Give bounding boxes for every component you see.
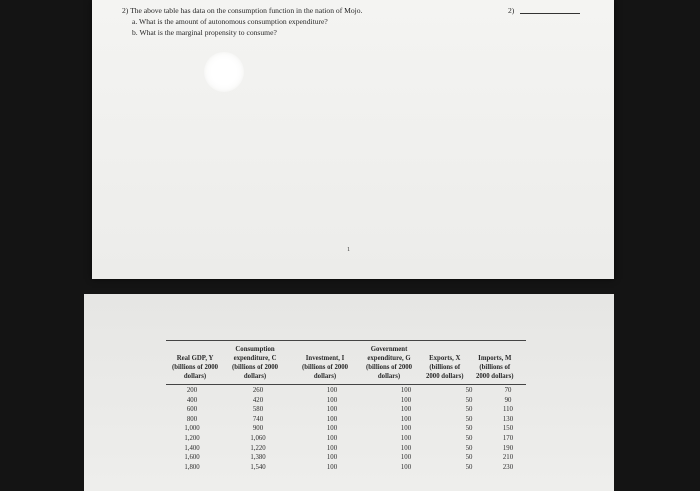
cell-government: 100 xyxy=(400,396,412,404)
table-top-rule xyxy=(166,340,526,341)
cell-imports: 150 xyxy=(502,425,514,433)
header-real-gdp: Real GDP, Y (billions of 2000 dollars) xyxy=(172,355,219,380)
answer-label: 2) xyxy=(508,6,515,15)
table-row xyxy=(166,397,526,407)
question-page xyxy=(92,0,614,279)
cell-imports: 230 xyxy=(502,463,514,471)
table-header-rule xyxy=(166,384,526,385)
cell-real-gdp: 600 xyxy=(186,406,198,414)
cell-real-gdp: 1,200 xyxy=(184,434,200,442)
table-row xyxy=(166,435,526,445)
cell-real-gdp: 400 xyxy=(186,396,198,404)
cell-real-gdp: 200 xyxy=(186,387,198,394)
page-number: 1 xyxy=(347,246,351,253)
cell-imports: 190 xyxy=(502,444,514,452)
question-part-b: b. What is the marginal propensity to consume? xyxy=(132,28,277,37)
question-part-a: a. What is the amount of autonomous consumption expenditure? xyxy=(132,17,328,26)
header-government: Government expenditure, G (billions of 2000 dollars) xyxy=(366,346,413,380)
cell-consumption: 260 xyxy=(252,387,264,394)
table-page xyxy=(84,294,614,491)
cell-investment: 100 xyxy=(326,425,338,433)
cell-investment: 100 xyxy=(326,463,338,471)
header-imports: Imports, M (billions of 2000 dollars) xyxy=(476,355,514,380)
header-investment: Investment, I (billions of 2000 dollars) xyxy=(302,355,349,380)
header-exports: Exports, X (billions of 2000 dollars) xyxy=(426,355,464,380)
cell-consumption: 420 xyxy=(252,396,264,404)
cell-consumption: 1,060 xyxy=(250,434,266,442)
cell-imports: 90 xyxy=(504,396,512,404)
cell-exports: 50 xyxy=(465,387,473,394)
cell-exports: 50 xyxy=(465,396,473,404)
table-row xyxy=(166,406,526,416)
cell-government: 100 xyxy=(400,434,412,442)
table-row xyxy=(166,387,526,397)
data-table xyxy=(166,387,526,473)
answer-blank[interactable] xyxy=(520,13,580,14)
cell-exports: 50 xyxy=(465,434,473,442)
cell-investment: 100 xyxy=(326,415,338,423)
cell-imports: 170 xyxy=(502,434,514,442)
cell-investment: 100 xyxy=(326,444,338,452)
cell-government: 100 xyxy=(400,454,412,462)
cell-exports: 50 xyxy=(465,425,473,433)
cell-imports: 130 xyxy=(502,415,514,423)
cell-imports: 110 xyxy=(503,406,513,414)
cell-consumption: 740 xyxy=(252,415,264,423)
cell-real-gdp: 1,400 xyxy=(184,444,200,452)
cell-real-gdp: 800 xyxy=(186,415,198,423)
cell-consumption: 580 xyxy=(252,406,264,414)
cell-real-gdp: 1,000 xyxy=(184,425,200,433)
cell-imports: 210 xyxy=(502,454,514,462)
table-row xyxy=(166,464,526,474)
cell-investment: 100 xyxy=(326,434,338,442)
cell-government: 100 xyxy=(400,406,412,414)
cell-exports: 50 xyxy=(465,415,473,423)
table-row xyxy=(166,416,526,426)
cell-government: 100 xyxy=(400,444,412,452)
light-glare xyxy=(204,52,244,92)
cell-consumption: 1,220 xyxy=(250,444,266,452)
cell-government: 100 xyxy=(400,463,412,471)
cell-investment: 100 xyxy=(326,396,338,404)
cell-government: 100 xyxy=(400,387,412,394)
table-row xyxy=(166,445,526,455)
header-consumption: Consumption expenditure, C (billions of 2000 dollars) xyxy=(232,346,279,380)
cell-exports: 50 xyxy=(465,463,473,471)
cell-investment: 100 xyxy=(326,406,338,414)
cell-consumption: 1,380 xyxy=(250,454,266,462)
table-row xyxy=(166,454,526,464)
cell-real-gdp: 1,600 xyxy=(184,454,200,462)
cell-government: 100 xyxy=(400,415,412,423)
cell-exports: 50 xyxy=(465,406,473,414)
question-text: 2) The above table has data on the consumption function in the nation of Mojo. xyxy=(122,6,363,15)
cell-exports: 50 xyxy=(465,454,473,462)
cell-government: 100 xyxy=(400,425,412,433)
cell-consumption: 1,540 xyxy=(250,463,266,471)
table-row xyxy=(166,425,526,435)
cell-investment: 100 xyxy=(326,454,338,462)
cell-consumption: 900 xyxy=(252,425,264,433)
cell-imports: 70 xyxy=(504,387,512,394)
cell-exports: 50 xyxy=(465,444,473,452)
cell-real-gdp: 1,800 xyxy=(184,463,200,471)
cell-investment: 100 xyxy=(326,387,338,394)
